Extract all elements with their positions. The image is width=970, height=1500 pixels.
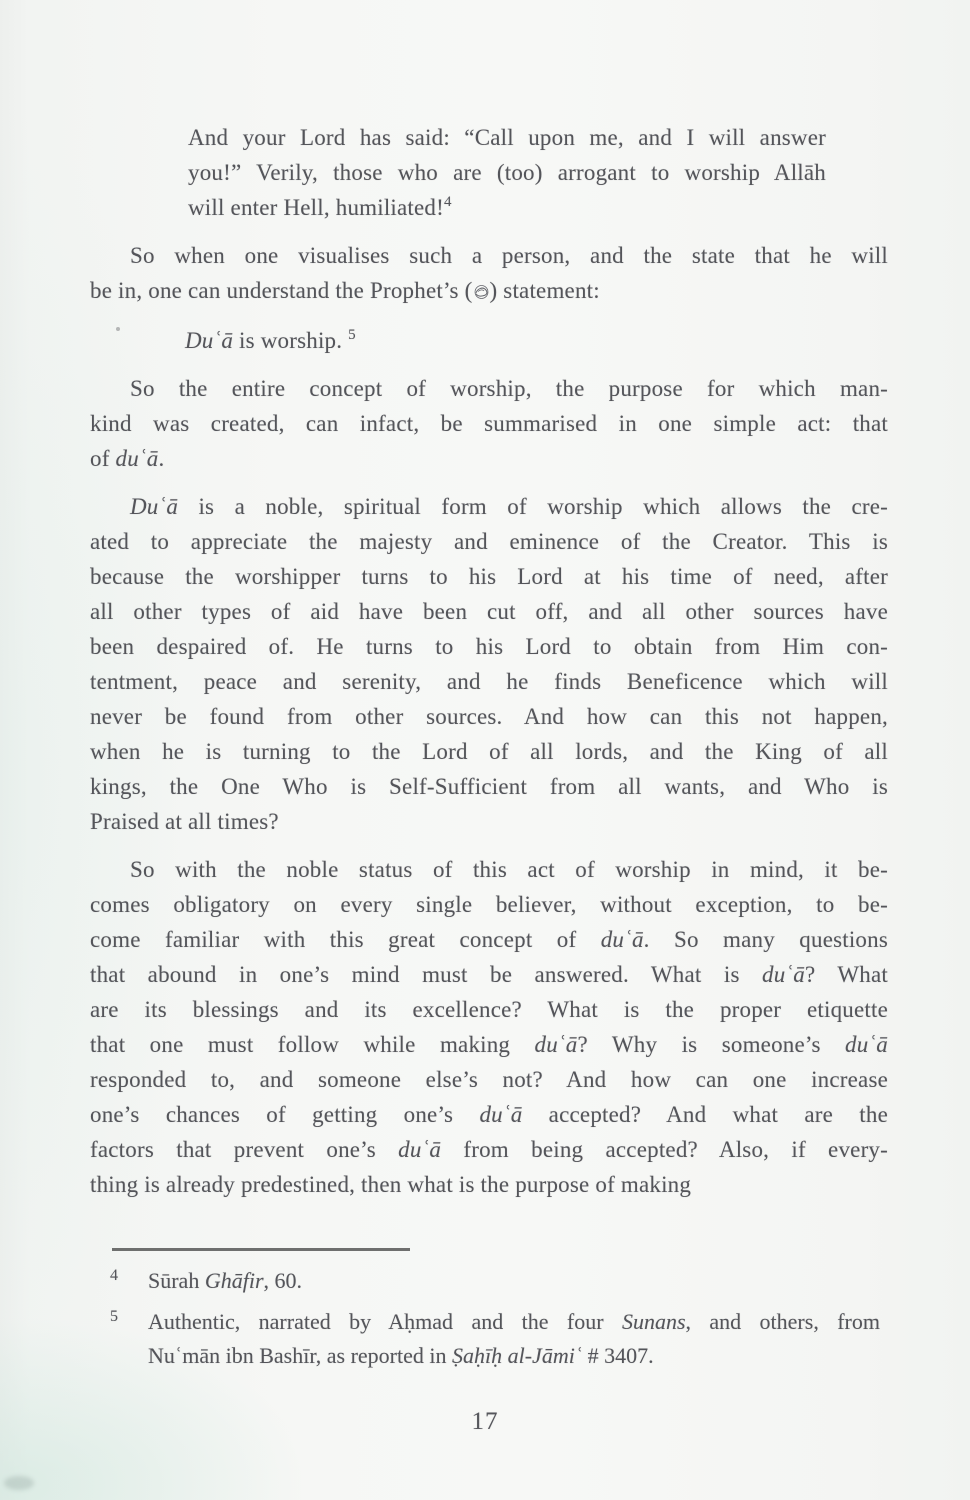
footnote-4 (90, 1264, 888, 1298)
hadith-quote (185, 323, 888, 358)
text-segment: is a noble, spiritual form of worship which allows the cre- (178, 494, 888, 519)
text-segment: is worship. (233, 328, 349, 353)
text-segment: tentment, peace and serenity, and he finds Beneficence which will (90, 669, 888, 694)
text-segment: So with the noble status of this act of worship in mind, it be- (130, 857, 888, 882)
text-segment: one’s chances of getting one’s (90, 1102, 480, 1127)
page-text-column (90, 0, 888, 1215)
text-line (90, 371, 888, 406)
text-segment: that one must follow while making (90, 1032, 535, 1057)
text-segment: be in, one can understand the Prophet’s ( (90, 278, 473, 303)
text-line (148, 1264, 880, 1298)
para-questions (90, 852, 888, 1202)
text-segment: responded to, and someone else’s not? And how can one increase (90, 1067, 888, 1092)
text-segment: . (158, 446, 165, 471)
text-line (90, 1027, 888, 1062)
text-segment: So the entire concept of worship, the purpose for which man- (130, 376, 888, 401)
text-segment: when he is turning to the Lord of all lords, and the King of all (90, 739, 888, 764)
text-line (90, 1097, 888, 1132)
text-segment: duʿā (534, 1032, 578, 1057)
footnote-5 (90, 1305, 888, 1373)
text-line (188, 190, 826, 225)
text-segment: from being accepted? Also, if every- (441, 1137, 888, 1162)
text-segment: Authentic, narrated by Aḥmad and the four (148, 1309, 622, 1334)
text-segment: all other types of aid have been cut off, and all other sources have (90, 599, 888, 624)
prophet-honorific-icon (473, 275, 490, 310)
text-line (188, 120, 826, 155)
scan-artifact-speck (116, 327, 120, 331)
text-segment: , 60. (263, 1268, 303, 1293)
text-segment: Praised at all times? (90, 809, 279, 834)
text-segment: thing is already predestined, then what is the purpose of making (90, 1172, 692, 1197)
para-concept (90, 371, 888, 476)
footnote-divider (112, 1248, 410, 1251)
text-segment: are its blessings and its excellence? What is the proper etiquette (90, 997, 888, 1022)
text-segment: never be found from other sources. And how can this not happen, (90, 704, 888, 729)
text-segment: And your Lord has said: “Call upon me, and I will answer (188, 125, 826, 150)
text-segment: been despaired of. He turns to his Lord to obtain from Him con- (90, 634, 888, 659)
text-line (185, 323, 888, 358)
text-segment: Sunans (621, 1309, 686, 1334)
text-segment: duʿā (762, 962, 805, 987)
text-line (90, 957, 888, 992)
para-visualise (90, 238, 888, 310)
text-line (148, 1305, 880, 1339)
text-segment: . So many questions (643, 927, 888, 952)
text-segment: kind was created, can infact, be summarised in one simple act: that (90, 411, 888, 436)
text-line (90, 664, 888, 699)
footnotes-section (90, 1248, 888, 1380)
page-number: 17 (471, 1408, 499, 1435)
text-line (90, 699, 888, 734)
text-line (90, 852, 888, 887)
text-segment: that abound in one’s mind must be answered. What is (90, 962, 763, 987)
text-line (90, 887, 888, 922)
text-line (90, 406, 888, 441)
text-line (90, 1167, 888, 1202)
text-segment: , and others, from (685, 1309, 880, 1334)
text-segment: Nuʿmān ibn Bashīr, as reported in (148, 1343, 452, 1368)
text-line (90, 629, 888, 664)
text-segment: factors that prevent one’s (90, 1137, 399, 1162)
quran-quote (188, 120, 826, 225)
text-line (90, 238, 888, 273)
text-segment: comes obligatory on every single believer, without exception, to be- (90, 892, 888, 917)
para-noble-worship (90, 489, 888, 839)
text-line (90, 922, 888, 957)
text-segment: # 3407. (582, 1343, 654, 1368)
text-segment: kings, the One Who is Self-Sufficient from all wants, and Who is (90, 774, 888, 799)
text-segment: accepted? And what are the (522, 1102, 889, 1127)
footnote-text (148, 1264, 880, 1298)
text-line (90, 524, 888, 559)
footnote-text (148, 1305, 880, 1373)
text-line (90, 804, 888, 839)
text-line (90, 441, 888, 476)
text-segment: duʿā (600, 927, 644, 952)
text-line (148, 1339, 880, 1373)
text-line (90, 1062, 888, 1097)
text-segment: you!” Verily, those who are (too) arrogant to worship Allāh (188, 160, 826, 185)
footnote-list (90, 1264, 888, 1373)
text-line (90, 734, 888, 769)
scan-artifact-smudge (4, 1476, 34, 1490)
text-segment: come familiar with this great concept of (90, 927, 601, 952)
footnote-ref: 4 (443, 194, 452, 210)
text-segment: ? Why is someone’s (577, 1032, 846, 1057)
text-line (90, 273, 888, 310)
text-segment: duʿā (115, 446, 159, 471)
text-line (90, 489, 888, 524)
text-line (90, 1132, 888, 1167)
text-line (90, 594, 888, 629)
text-segment: So when one visualises such a person, and the state that he will (130, 243, 888, 268)
text-segment: Duʿā (130, 494, 179, 519)
footnote-marker: 5 (110, 1308, 118, 1325)
text-segment: because the worshipper turns to his Lord at his time of need, after (90, 564, 888, 589)
text-line (90, 992, 888, 1027)
text-segment: ) statement: (489, 278, 600, 303)
footnote-ref: 5 (348, 327, 356, 343)
text-segment: ated to appreciate the majesty and eminence of the Creator. This is (90, 529, 888, 554)
text-segment: Duʿā (185, 328, 234, 353)
text-segment: duʿā (398, 1137, 442, 1162)
text-segment: Sūrah (148, 1268, 205, 1293)
text-segment: duʿā (479, 1102, 523, 1127)
text-segment: of (90, 446, 116, 471)
text-line (188, 155, 826, 190)
text-segment: ? What (805, 962, 888, 987)
text-line (90, 769, 888, 804)
text-segment: Ṣaḥīḥ al-Jāmiʿ (452, 1343, 583, 1368)
text-segment: will enter Hell, humiliated! (188, 195, 444, 220)
text-segment: duʿā (845, 1032, 888, 1057)
footnote-marker: 4 (110, 1267, 118, 1284)
text-line (90, 559, 888, 594)
text-segment: Ghāfir (204, 1268, 264, 1293)
